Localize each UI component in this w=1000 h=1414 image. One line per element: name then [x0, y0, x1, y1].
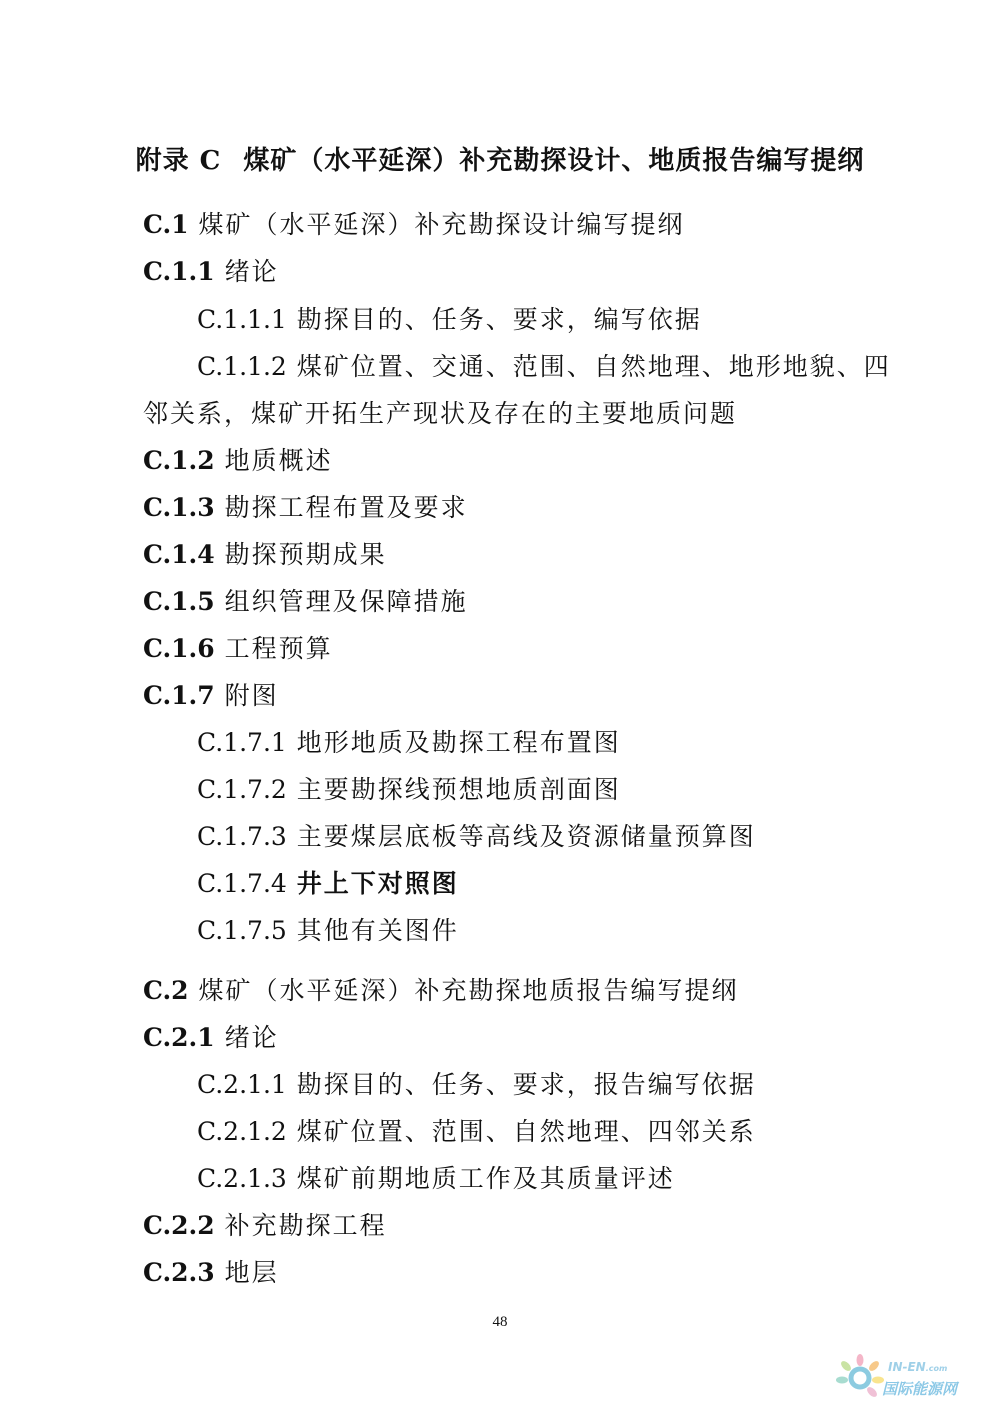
- heading-text: 补充勘探工程: [224, 1211, 387, 1240]
- heading-c1-5: [143, 585, 468, 619]
- item-number: C.1.7.3: [197, 822, 287, 851]
- item-number: C.1.7.2: [197, 775, 287, 804]
- item-number: C.2.1.1: [197, 1070, 287, 1099]
- heading-number: C.1.2: [143, 446, 215, 475]
- page-title: [0, 140, 1000, 177]
- item-c1-7-4: [197, 867, 459, 901]
- heading-number: C.2: [143, 976, 189, 1005]
- item-text: 勘探目的、任务、要求，编写依据: [296, 305, 702, 334]
- heading-c1-2: [143, 444, 333, 478]
- heading-c1-6: [143, 632, 333, 666]
- watermark-brand-name: IN-EN: [888, 1360, 926, 1374]
- heading-text: 勘探工程布置及要求: [224, 493, 468, 522]
- item-text: 煤矿前期地质工作及其质量评述: [296, 1164, 675, 1193]
- heading-number: C.1.6: [143, 634, 215, 663]
- item-text: 煤矿位置、范围、自然地理、四邻关系: [296, 1117, 756, 1146]
- heading-c1-3: [143, 491, 468, 525]
- watermark-text: 国际能源网: [882, 1380, 958, 1398]
- watermark: [836, 1350, 986, 1404]
- heading-c1: [143, 208, 685, 242]
- heading-text: 地质概述: [224, 446, 333, 475]
- item-number: C.1.7.1: [197, 728, 287, 757]
- item-number: C.1.7.5: [197, 916, 287, 945]
- heading-number: C.1.1: [143, 257, 215, 286]
- item-number: C.2.1.2: [197, 1117, 287, 1146]
- watermark-brand: [888, 1360, 947, 1374]
- heading-c2-1: [143, 1021, 279, 1055]
- item-text: 其他有关图件: [296, 916, 459, 945]
- sun-logo-icon: [836, 1352, 884, 1402]
- item-c2-1-1: [197, 1068, 756, 1102]
- heading-text: 煤矿（水平延深）补充勘探地质报告编写提纲: [198, 976, 739, 1005]
- heading-c1-4: [143, 538, 387, 572]
- heading-text: 工程预算: [224, 634, 333, 663]
- item-text: 井上下对照图: [296, 869, 459, 898]
- item-c1-7-2: [197, 773, 621, 807]
- item-c1-7-5: [197, 914, 459, 948]
- heading-c1-7: [143, 679, 279, 713]
- heading-text: 地层: [224, 1258, 279, 1287]
- item-number: C.1.7.4: [197, 869, 287, 898]
- item-text: 主要勘探线预想地质剖面图: [296, 775, 621, 804]
- heading-text: 煤矿（水平延深）补充勘探设计编写提纲: [198, 210, 685, 239]
- watermark-brand-suffix: .com: [925, 1364, 948, 1373]
- heading-text: 绪论: [224, 257, 279, 286]
- heading-c2-3: [143, 1256, 279, 1290]
- heading-c2: [143, 974, 739, 1008]
- item-text: 邻关系，煤矿开拓生产现状及存在的主要地质问题: [143, 399, 738, 428]
- item-c1-7-3: [197, 820, 756, 854]
- heading-text: 附图: [224, 681, 279, 710]
- item-number: C.1.1.1: [197, 305, 287, 334]
- item-c1-1-1: [197, 303, 702, 337]
- item-text: 勘探目的、任务、要求，报告编写依据: [296, 1070, 756, 1099]
- heading-c1-1: [143, 255, 279, 289]
- heading-number: C.1.4: [143, 540, 215, 569]
- item-number: C.2.1.3: [197, 1164, 287, 1193]
- heading-number: C.1.5: [143, 587, 215, 616]
- heading-text: 组织管理及保障措施: [224, 587, 468, 616]
- item-c2-1-2: [197, 1115, 756, 1149]
- item-text: 主要煤层底板等高线及资源储量预算图: [296, 822, 756, 851]
- heading-text: 勘探预期成果: [224, 540, 387, 569]
- heading-number: C.1: [143, 210, 189, 239]
- heading-c2-2: [143, 1209, 387, 1243]
- item-text: 地形地质及勘探工程布置图: [296, 728, 621, 757]
- page-number: 48: [492, 1314, 508, 1330]
- title-text: 煤矿（水平延深）补充勘探设计、地质报告编写提纲: [243, 146, 865, 176]
- item-c1-1-2-continued: [143, 397, 737, 431]
- item-c2-1-3: [197, 1162, 675, 1196]
- heading-number: C.2.2: [143, 1211, 215, 1240]
- heading-number: C.2.3: [143, 1258, 215, 1287]
- heading-number: C.1.3: [143, 493, 215, 522]
- item-c1-7-1: [197, 726, 621, 760]
- item-c1-1-2: [197, 350, 891, 384]
- heading-number: C.2.1: [143, 1023, 215, 1052]
- item-number: C.1.1.2: [197, 352, 287, 381]
- item-text: 煤矿位置、交通、范围、自然地理、地形地貌、四: [296, 352, 891, 381]
- heading-text: 绪论: [224, 1023, 279, 1052]
- heading-number: C.1.7: [143, 681, 215, 710]
- title-prefix: 附录 C: [135, 146, 222, 176]
